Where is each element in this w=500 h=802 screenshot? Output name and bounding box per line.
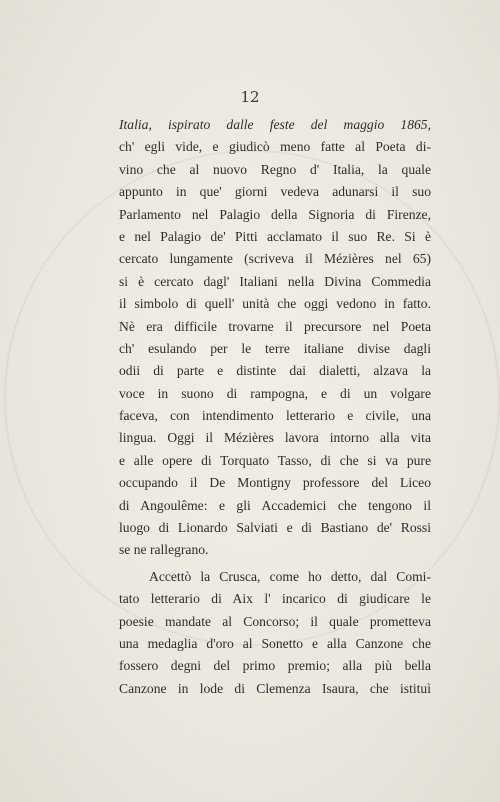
text-line: se ne rallegrano. <box>119 542 209 558</box>
text-line: poesie mandate al Concorso; il quale prometteva <box>119 613 431 629</box>
text-line: tato letterario di Aix l' incarico di giudicare le <box>119 591 431 607</box>
text-line: di Angoulême: e gli Accademici che tengono il <box>119 497 431 513</box>
text-line: vino che al nuovo Regno d' Italia, la quale <box>119 161 431 177</box>
page-number: 12 <box>240 88 260 106</box>
text-line: si è cercato dagl' Italiani nella Divina Commedia <box>119 273 431 289</box>
body-text <box>119 114 431 700</box>
text-line: e nel Palagio de' Pitti acclamato il suo Re. Si è <box>119 228 431 244</box>
text-line: Canzone in lode di Clemenza Isaura, che istituì <box>119 680 431 696</box>
text-line: e alle opere di Torquato Tasso, di che si va pure <box>119 452 431 468</box>
text-line: Nè era difficile trovarne il precursore nel Poeta <box>119 318 431 334</box>
text-line: Italia, ispirato dalle feste del maggio 1865, <box>119 117 431 132</box>
text-line: Parlamento nel Palagio della Signoria di Firenze, <box>119 206 431 222</box>
text-line: faceva, con intendimento letterario e civile, una <box>119 408 431 424</box>
text-line: voce in suono di rampogna, e di un volgare <box>119 385 431 401</box>
paragraph <box>119 114 431 562</box>
text-line: ch' esulando per le terre italiane divise dagli <box>119 340 431 356</box>
text-line: appunto in que' giorni vedeva adunarsi il suo <box>119 184 431 200</box>
text-line: cercato lungamente (scriveva il Mézières nel 65) <box>119 251 431 267</box>
text-line: il simbolo di quell' unità che oggi vedono in fatto. <box>119 296 431 312</box>
text-line: ch' egli vide, e giudicò meno fatte al Poeta di- <box>119 139 431 155</box>
text-line: odii di parte e distinte dai dialetti, alzava la <box>119 363 431 379</box>
text-line: lingua. Oggi il Mézières lavora intorno alla vita <box>119 430 431 446</box>
text-line: fossero degni del primo premio; alla più bella <box>119 658 431 674</box>
text-line: luogo di Lionardo Salviati e di Bastiano de' Rossi <box>119 520 431 536</box>
text-line: una medaglia d'oro al Sonetto e alla Canzone che <box>119 635 431 651</box>
text-line: Accettò la Crusca, come ho detto, dal Comi- <box>149 568 431 584</box>
text-line: occupando il De Montigny professore del Liceo <box>119 475 431 491</box>
paragraph <box>119 566 431 700</box>
